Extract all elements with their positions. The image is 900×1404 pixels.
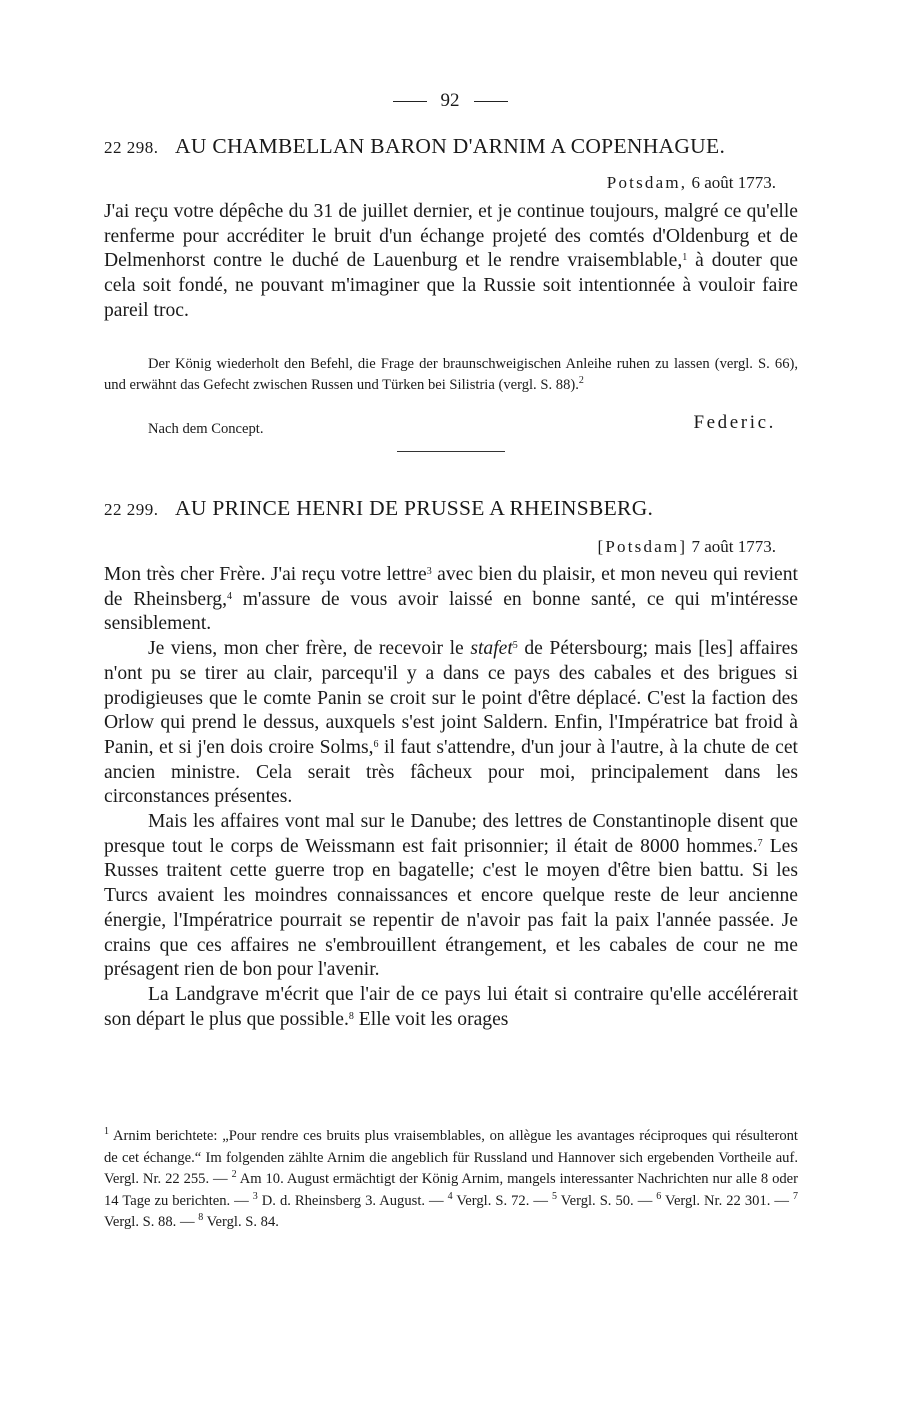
letter-number: 22 298.	[104, 138, 159, 157]
letter-dateline	[607, 173, 776, 193]
body-text: m'assure de vous avoir laissé en bonne santé, ce qui m'intéresse sensiblement.	[104, 588, 798, 635]
letter-addressee: AU PRINCE HENRI DE PRUSSE A RHEINSBERG.	[175, 496, 654, 520]
footnote-text: D. d. Rheinsberg 3. August. —	[261, 1192, 444, 1209]
footnote-text: Vergl. S. 88. —	[104, 1214, 195, 1231]
footnote-ref: 4	[226, 590, 232, 602]
footnote-marker: 2	[231, 1169, 237, 1181]
footnote-ref: 2	[578, 374, 584, 386]
letter-addressee: AU CHAMBELLAN BARON D'ARNIM A COPENHAGUE.	[175, 134, 726, 158]
footnote-text: Am 10. August ermächtigt der König Arnim, mangels interessanter Nachrichten nur alle 8 oder 14 Tage zu berichten. —	[104, 1171, 799, 1209]
body-text: La Landgrave m'écrit que l'air de ce pays lui était si contraire qu'elle accélérerait son départ le plus que possible.	[104, 983, 798, 1030]
body-paragraph	[104, 637, 798, 810]
body-text: de Pétersbourg; mais [les] affaires n'ont pu se tirer au clair, parcequ'il y a dans ce pays des cabales et des brigues si prodigieuses que le comte Panin se croit sur le point d'être déplacé. C'est la faction des Orlow qui prend le dessus, auxquels s'est joint Saldern. Enfin, l'Impératrice bat froid à Panin, et si j'en dois croire Solms,	[104, 638, 798, 758]
footnote-ref: 7	[757, 837, 763, 849]
footnote-marker: 1	[104, 1126, 109, 1137]
footnote-text: Vergl. S. 72. —	[456, 1192, 548, 1209]
letter-place: Potsdam,	[606, 173, 688, 192]
footnote-marker: 7	[792, 1190, 798, 1202]
footnote-ref: 8	[348, 1010, 354, 1022]
italic-term: stafet	[470, 638, 513, 660]
page-number: 92	[440, 90, 460, 111]
body-text: avec bien du plaisir, et mon neveu qui revient de Rheinsberg,	[104, 564, 798, 610]
body-paragraph	[104, 983, 798, 1032]
footnote-ref: 1	[682, 252, 688, 264]
signature: Federic.	[693, 412, 776, 433]
footnotes	[104, 1126, 798, 1234]
footnote-marker: 3	[252, 1190, 258, 1202]
letter-body	[104, 200, 798, 324]
letter-number: 22 299.	[104, 500, 159, 519]
source-note: Nach dem Concept.	[148, 421, 264, 437]
body-text: Elle voit les orages	[358, 1008, 509, 1030]
editor-note	[104, 354, 798, 395]
header-dash-left	[393, 101, 427, 102]
body-text: Mais les affaires vont mal sur le Danube; des lettres de Constantinople disent que presque tout le corps de Weissmann est fait prisonnier; il était de 8000 hommes.	[104, 811, 798, 857]
body-text-b: à douter que cela soit fondé, ne pouvant m'imaginer que la Russie soit intentionnée à vouloir faire pareil troc.	[104, 250, 799, 321]
footnote-marker: 8	[198, 1212, 204, 1224]
letter-title	[104, 134, 794, 159]
letter-dateline	[598, 537, 776, 557]
footnote-text: Vergl. Nr. 22 301. —	[665, 1192, 789, 1209]
body-text: il faut s'attendre, d'un jour à l'autre, à la chute de cet ancien ministre. Cela serait très fâcheux pour moi, principalement dans les circonstances présentes.	[104, 736, 798, 808]
footnote-marker: 6	[656, 1190, 662, 1202]
footnote-text: Arnim berichtete: „Pour rendre ces bruits plus vraisemblables, on allègue les avantages réciproques qui résulteront de cet échange.“ Im folgenden zählte Arnim die angeblich für Russland und Hannover sich ergebenden Vortheile auf. Vergl. Nr. 22 255. —	[104, 1128, 798, 1188]
body-paragraph	[104, 810, 798, 983]
body-text-a: J'ai reçu votre dépêche du 31 de juillet dernier, et je continue toujours, malgré ce qu'elle renferme pour accréditer le bruit d'un échange projeté des comtés d'Oldenburg et de Delmenhorst contre le duché de Lauenburg et le rendre vraisemblable,	[104, 201, 798, 272]
footnote-ref: 3	[426, 566, 432, 577]
letter-date: 6 août 1773.	[691, 173, 776, 192]
section-divider	[397, 451, 505, 452]
body-paragraph	[104, 563, 798, 637]
body-text: Je viens, mon cher frère, de recevoir le	[148, 638, 464, 660]
editor-note-text: Der König wiederholt den Befehl, die Frage der braunschweigischen Anleihe ruhen zu lassen (vergl. S. 66), und erwähnt das Gefecht zwischen Russen und Türken bei Silistria (vergl. S. 88).	[104, 356, 798, 393]
footnote-text: Vergl. S. 84.	[206, 1214, 279, 1231]
body-text: Mon très cher Frère. J'ai reçu votre lettre	[104, 564, 427, 585]
header-dash-right	[474, 101, 508, 102]
body-text: Les Russes traitent cette guerre trop en bagatelle; c'est le moyen d'être bien battu. Si les Turcs avaient les moindres connaissances et encore quelque reste de leur ancienne énergie, l'Impératrice pourrait se repentir de n'avoir pas fait la paix l'année passée. Je crains que ces affaires ne s'embrouillent étrangement, et les cabales de cour ne me présagent rien de bon pour l'avenir.	[104, 835, 798, 981]
editor-note-paragraph	[104, 354, 798, 395]
footnote-marker: 4	[447, 1190, 453, 1202]
page-header	[0, 90, 900, 112]
footnote-ref: 5	[512, 640, 518, 652]
body-paragraph	[104, 200, 798, 324]
footnote-text: Vergl. S. 50. —	[560, 1192, 653, 1209]
letter-place: [Potsdam]	[597, 537, 688, 556]
letter-date: 7 août 1773.	[691, 537, 776, 556]
letter-title	[104, 496, 794, 521]
footnote-marker: 5	[551, 1190, 557, 1202]
footnote-ref: 6	[373, 738, 379, 750]
letter-body	[104, 563, 798, 1032]
